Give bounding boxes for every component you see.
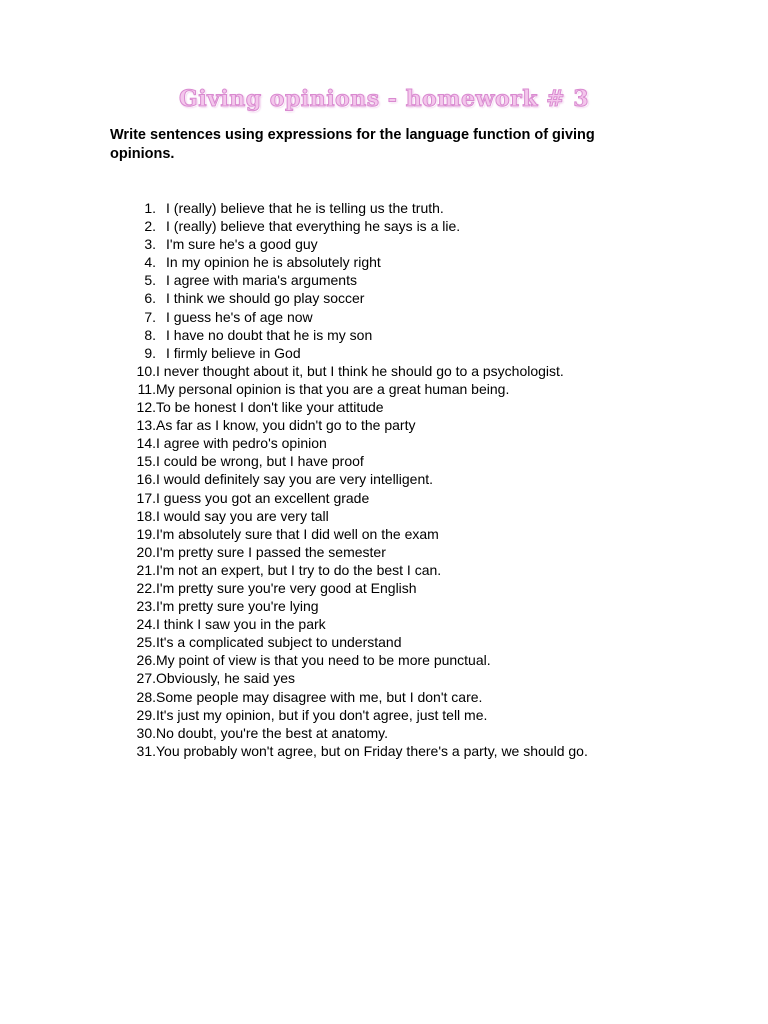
list-item-text: I firmly believe in God (166, 344, 301, 361)
list-item-text: Some people may disagree with me, but I don't care. (156, 688, 483, 705)
list-item-text: I would say you are very tall (156, 507, 329, 524)
list-item-text: No doubt, you're the best at anatomy. (156, 724, 388, 741)
list-item-number: 26. (136, 652, 156, 669)
list-item (120, 489, 680, 507)
list-item-number: 28. (136, 688, 156, 705)
list-item (120, 344, 680, 362)
list-item-text: I have no doubt that he is my son (166, 326, 373, 343)
list-item-number: 30. (136, 724, 156, 741)
list-item (120, 380, 680, 398)
list-item-text: Obviously, he said yes (156, 670, 296, 687)
list-item (120, 217, 680, 235)
list-item-number: 18. (136, 507, 156, 524)
list-item-number: 25. (136, 634, 156, 651)
list-item (120, 742, 680, 760)
list-item (120, 271, 680, 289)
list-item (120, 398, 680, 416)
list-item (120, 308, 680, 326)
list-item-text: I'm pretty sure I passed the semester (156, 543, 386, 560)
list-item (120, 253, 680, 271)
list-item-number: 24. (136, 616, 156, 633)
list-item-number: 22. (136, 579, 156, 596)
list-item-text: I'm pretty sure you're very good at English (156, 579, 417, 596)
list-item (120, 706, 680, 724)
list-item-text: I think I saw you in the park (156, 616, 326, 633)
list-item-text: It's just my opinion, but if you don't agree, just tell me. (156, 706, 488, 723)
list-item-text: It's a complicated subject to understand (156, 634, 402, 651)
list-item-number: 4. (144, 254, 156, 271)
list-item-number: 21. (136, 561, 156, 578)
list-item (120, 724, 680, 742)
list-item-text: I could be wrong, but I have proof (156, 453, 364, 470)
list-item (120, 199, 680, 217)
list-item-text: My personal opinion is that you are a great human being. (156, 380, 510, 397)
list-item (120, 543, 680, 561)
list-item (120, 561, 680, 579)
list-item-number: 11. (137, 380, 156, 397)
list-item-number: 9. (144, 344, 156, 361)
list-item-text: I'm not an expert, but I try to do the best I can. (156, 561, 442, 578)
list-item-number: 6. (144, 290, 156, 307)
list-item-number: 12. (136, 399, 156, 416)
list-item-text: I'm absolutely sure that I did well on the exam (156, 525, 439, 542)
list-item-number: 14. (136, 435, 156, 452)
list-item-number: 5. (144, 272, 156, 289)
list-item-text: I never thought about it, but I think he should go to a psychologist. (156, 362, 564, 379)
list-item-number: 2. (144, 218, 156, 235)
list-item (120, 633, 680, 651)
list-item (120, 434, 680, 452)
list-item (120, 289, 680, 307)
list-item (120, 597, 680, 615)
list-item (120, 235, 680, 253)
list-item-text: To be honest I don't like your attitude (156, 399, 384, 416)
list-item-number: 13. (136, 417, 156, 434)
list-item-number: 19. (136, 525, 156, 542)
list-item-number: 17. (136, 489, 156, 506)
list-item-number: 7. (144, 308, 156, 325)
list-item-text: I would definitely say you are very intelligent. (156, 471, 434, 488)
list-item-text: You probably won't agree, but on Friday there's a party, we should go. (156, 742, 588, 759)
list-item-text: I (really) believe that he is telling us the truth. (166, 200, 444, 216)
list-item (120, 470, 680, 488)
list-item (120, 688, 680, 706)
list-item-number: 1. (144, 200, 156, 216)
list-item-text: I'm sure he's a good guy (166, 236, 318, 253)
list-item-text: I'm pretty sure you're lying (156, 598, 319, 615)
list-item (120, 362, 680, 380)
list-item-number: 29. (136, 706, 156, 723)
list-item-text: My point of view is that you need to be more punctual. (156, 652, 491, 669)
list-item (120, 525, 680, 543)
list-item-number: 8. (144, 326, 156, 343)
list-item-number: 23. (136, 598, 156, 615)
list-item-text: I guess he's of age now (166, 308, 313, 325)
list-item (120, 416, 680, 434)
sentence-list (120, 199, 680, 760)
list-item (120, 579, 680, 597)
list-item-text: As far as I know, you didn't go to the party (156, 417, 416, 434)
list-item-text: I guess you got an excellent grade (156, 489, 370, 506)
instructions-text: Write sentences using expressions for the language function of giving opinions. (110, 127, 595, 162)
list-item (120, 669, 680, 687)
list-item-number: 27. (136, 670, 156, 687)
list-item (120, 452, 680, 470)
list-item-text: I (really) believe that everything he says is a lie. (166, 218, 461, 235)
document-title: Giving opinions - homework # 3 (178, 86, 590, 112)
list-item-number: 20. (136, 543, 156, 560)
list-item (120, 615, 680, 633)
list-item-number: 3. (144, 236, 156, 253)
list-item-text: I think we should go play soccer (166, 290, 365, 307)
list-item-number: 16. (136, 471, 156, 488)
list-item (120, 651, 680, 669)
list-item-number: 15. (136, 453, 156, 470)
list-item (120, 507, 680, 525)
list-item (120, 326, 680, 344)
list-item-text: I agree with pedro's opinion (156, 435, 327, 452)
list-item-number: 31. (136, 742, 156, 759)
list-item-number: 10. (136, 362, 156, 379)
list-item-text: I agree with maria's arguments (166, 272, 357, 289)
list-item-text: In my opinion he is absolutely right (166, 254, 381, 271)
